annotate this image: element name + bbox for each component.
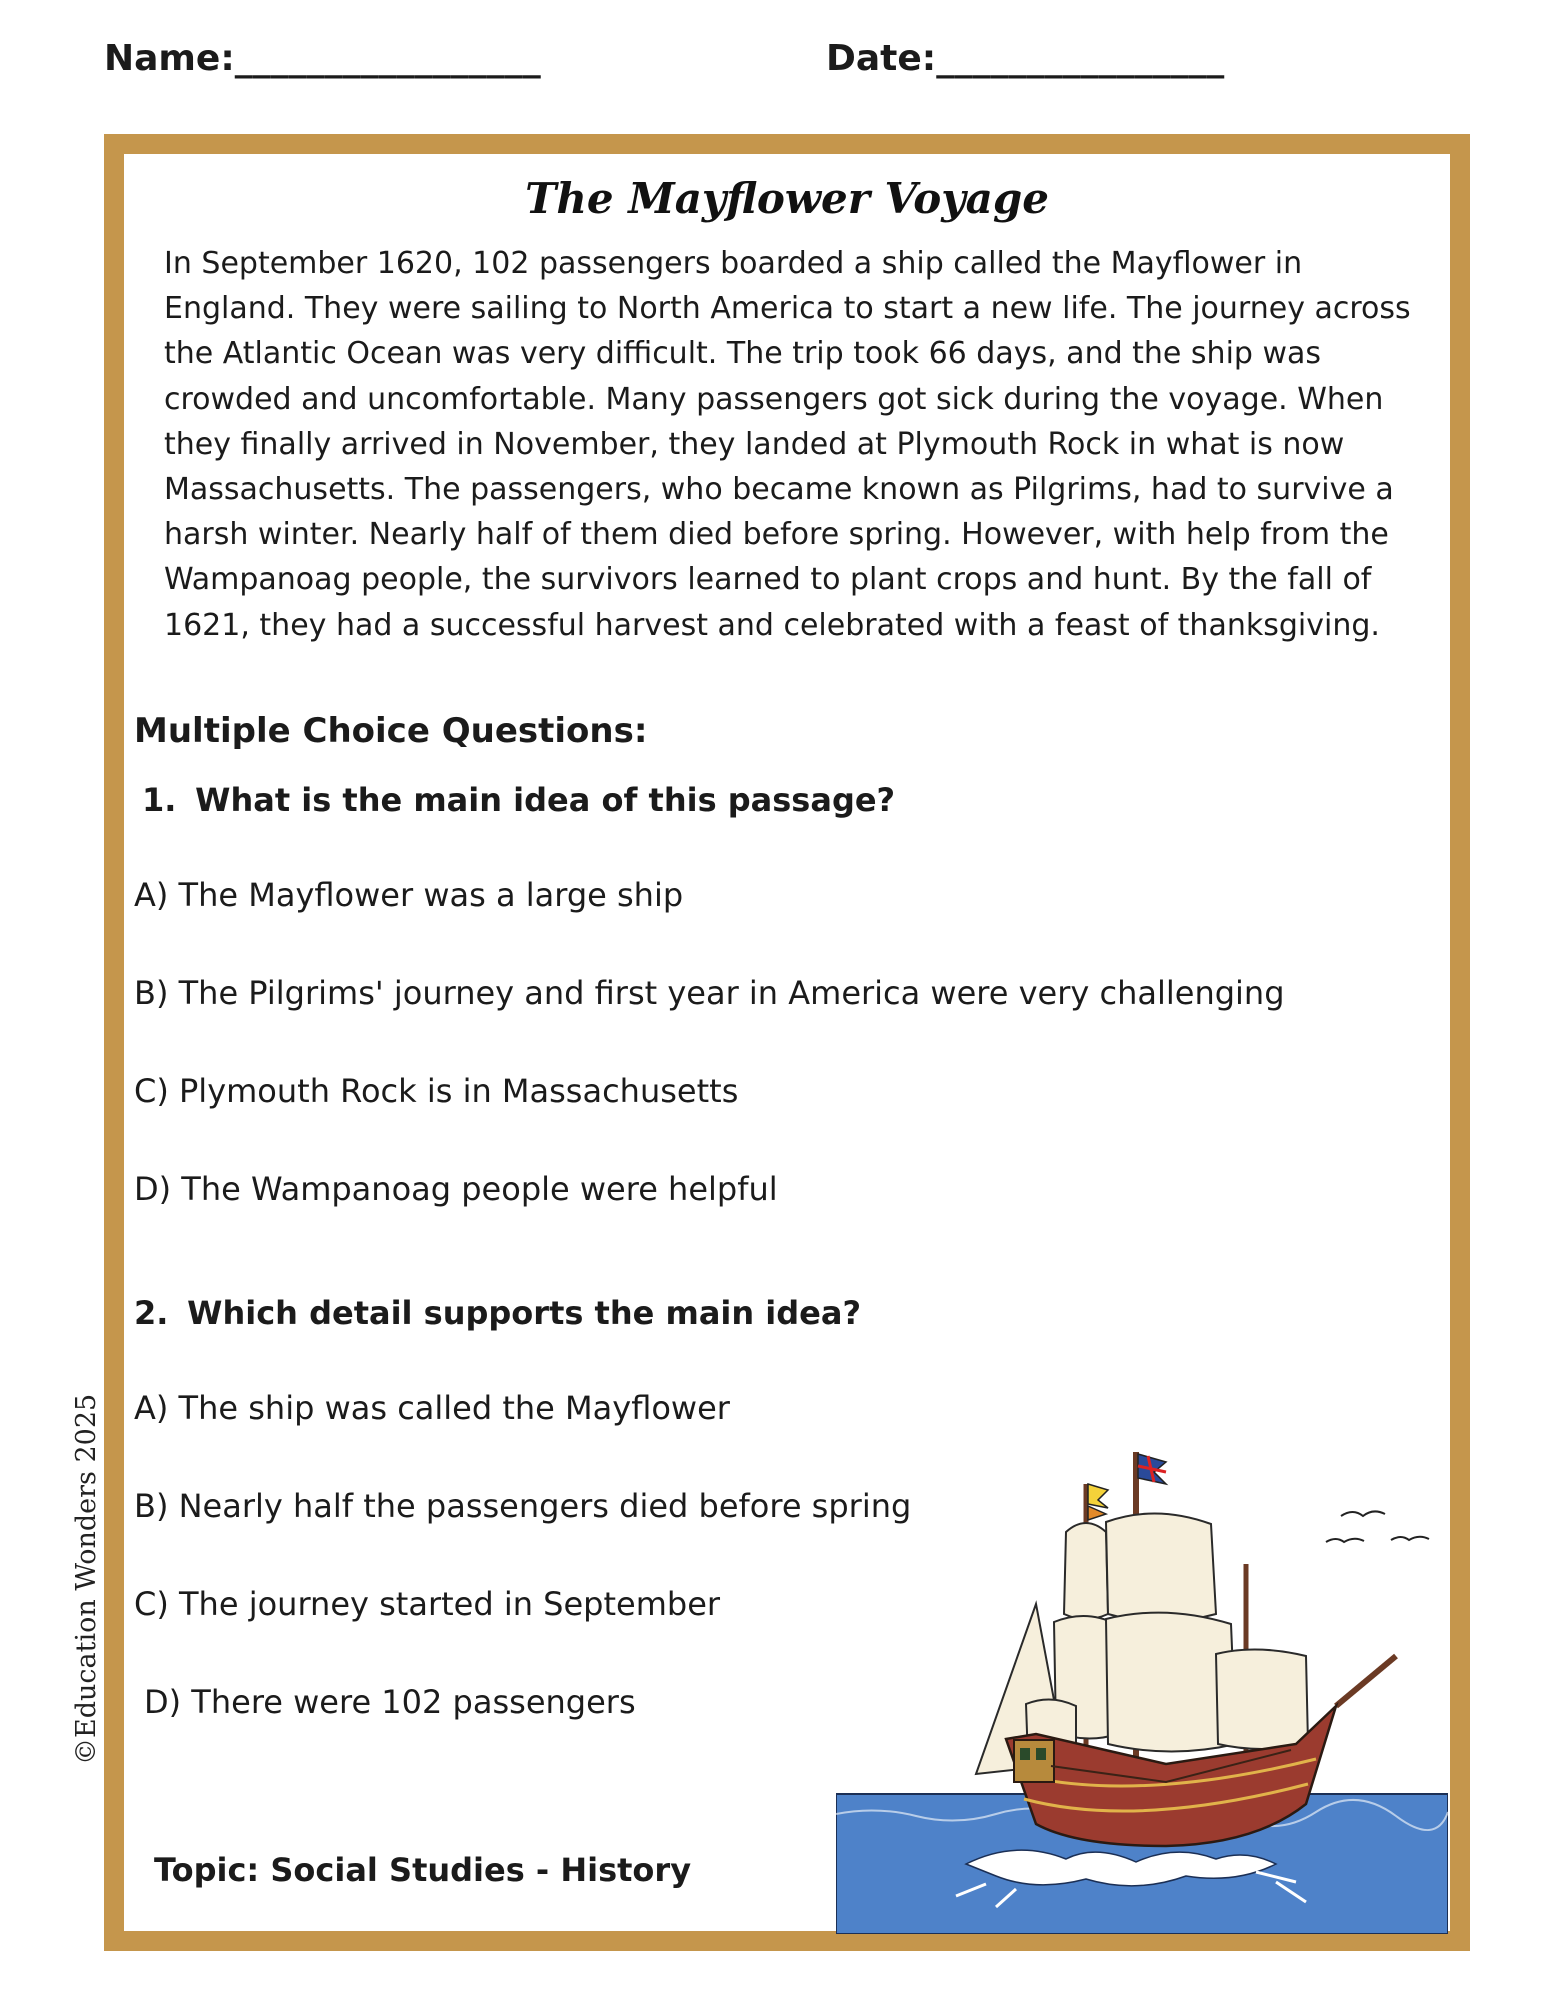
multiple-choice-heading: Multiple Choice Questions: — [134, 711, 648, 751]
worksheet-frame — [104, 134, 1470, 1951]
question-2 — [134, 1294, 861, 1332]
copyright-text: ©Education Wonders 2025 — [71, 1393, 102, 1765]
mayflower-ship-illustration — [836, 1444, 1448, 1934]
question-number: 2. — [134, 1294, 169, 1332]
question-text: Which detail supports the main idea? — [187, 1294, 862, 1332]
q1-option-a[interactable]: A) The Mayflower was a large ship — [134, 876, 684, 914]
topic-label: Topic: Social Studies - History — [154, 1851, 692, 1889]
question-1 — [142, 781, 895, 819]
q1-option-d[interactable]: D) The Wampanoag people were helpful — [134, 1170, 778, 1208]
name-field[interactable]: Name:_________________ — [104, 38, 541, 79]
q2-option-a[interactable]: A) The ship was called the Mayflower — [134, 1389, 730, 1427]
q2-option-c[interactable]: C) The journey started in September — [134, 1585, 721, 1623]
q2-option-d[interactable]: D) There were 102 passengers — [144, 1683, 636, 1721]
question-number: 1. — [142, 781, 177, 819]
date-field[interactable]: Date:________________ — [826, 38, 1225, 79]
q2-option-b[interactable]: B) Nearly half the passengers died before spring — [134, 1487, 912, 1525]
reading-passage: In September 1620, 102 passengers boarded a ship called the Mayflower in England. They were sailing to North America to start a new life. The journey across the Atlantic Ocean was very difficult. The trip took 66 days, and the ship was crowded and uncomfortable. Many passengers got sick during the voyage. When they finally arrived in November, they landed at Plymouth Rock in what is now Massachusetts. The passengers, who became known as Pilgrims, had to survive a harsh winter. Nearly half of them died before spring. However, with help from the Wampanoag people, the survivors learned to plant crops and hunt. By the fall of 1621, they had a successful harvest and celebrated with a feast of thanksgiving. — [164, 246, 1411, 643]
q1-option-b[interactable]: B) The Pilgrims' journey and first year in America were very challenging — [134, 974, 1285, 1012]
worksheet-title: The Mayflower Voyage — [525, 174, 1049, 223]
q1-option-c[interactable]: C) Plymouth Rock is in Massachusetts — [134, 1072, 739, 1110]
question-text: What is the main idea of this passage? — [195, 781, 896, 819]
